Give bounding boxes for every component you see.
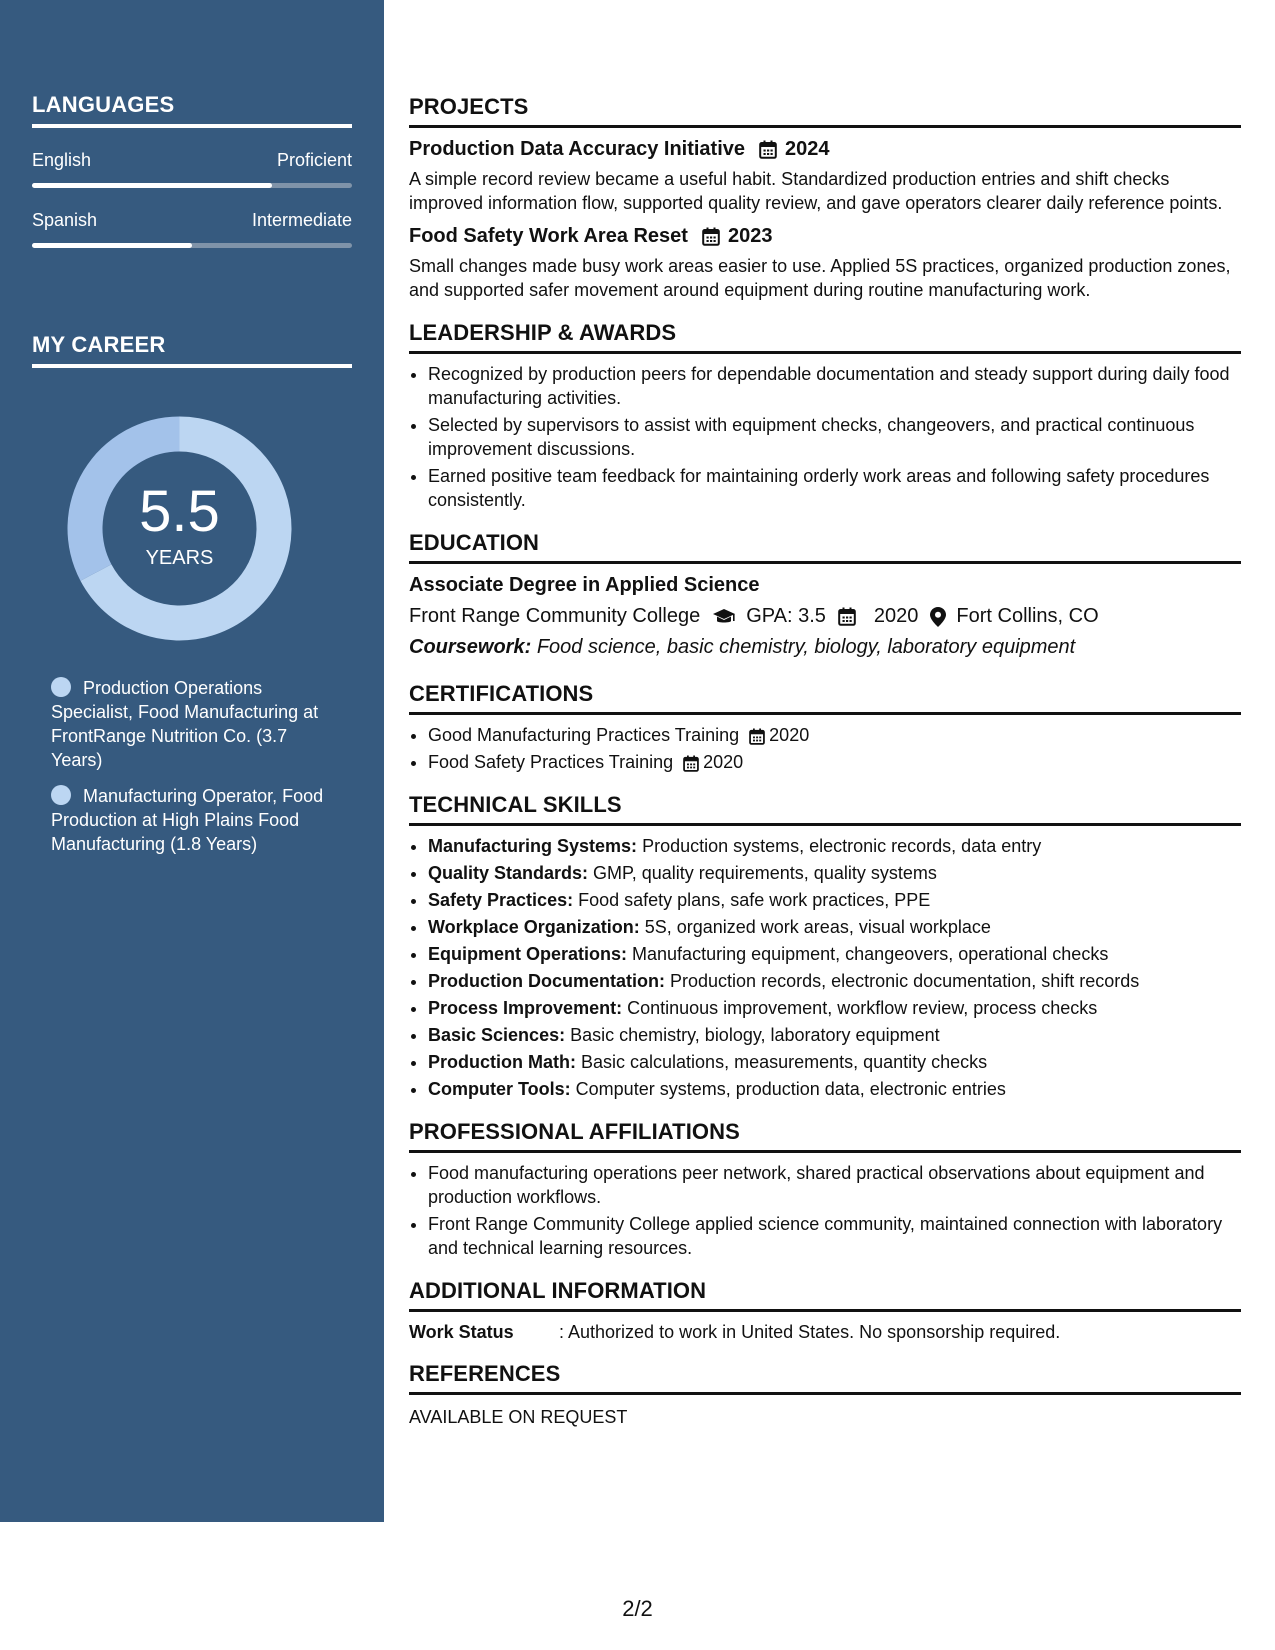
project-title: Food Safety Work Area Reset <box>409 225 688 247</box>
calendar-icon <box>683 750 699 774</box>
career-item-text: Manufacturing Operator, Food Production at High Plains Food Manufacturing (1.8 Years) <box>51 786 324 854</box>
languages-heading: LANGUAGES <box>32 92 352 128</box>
career-item <box>51 676 331 772</box>
skill-item <box>428 834 1241 858</box>
career-section <box>32 332 352 368</box>
skill-item <box>428 942 1241 966</box>
skill-value: Continuous improvement, workflow review, process checks <box>627 998 1098 1018</box>
calendar-icon <box>702 225 720 248</box>
references-section <box>409 1361 1241 1428</box>
language-item <box>32 150 352 188</box>
project-item <box>409 225 1241 302</box>
skill-label: Quality Standards: <box>428 863 589 883</box>
project-year: 2024 <box>785 138 830 160</box>
coursework-text: Food science, basic chemistry, biology, laboratory equipment <box>536 636 1076 658</box>
bullet-dot-icon <box>51 785 71 805</box>
language-level: Intermediate <box>251 210 352 230</box>
education-section <box>409 530 1241 659</box>
skill-item <box>428 996 1241 1020</box>
skill-label: Workplace Organization: <box>428 917 640 937</box>
skill-item <box>428 861 1241 885</box>
skill-value: Production records, electronic documentation, shift records <box>670 971 1140 991</box>
affiliations-heading: PROFESSIONAL AFFILIATIONS <box>409 1119 1241 1153</box>
page-number: 2/2 <box>622 1596 653 1621</box>
education-year: 2020 <box>873 605 919 627</box>
certifications-heading: CERTIFICATIONS <box>409 681 1241 715</box>
skill-value: 5S, organized work areas, visual workplace <box>644 917 991 937</box>
leadership-item: • Recognized by production peers for dependable documentation and steady support during daily food manufacturing activities. <box>428 362 1241 410</box>
project-item <box>409 138 1241 215</box>
career-item <box>51 784 331 856</box>
affiliation-item: • Food manufacturing operations peer network, shared practical observations about equipment and production workflows. <box>428 1161 1241 1209</box>
skill-value: Basic chemistry, biology, laboratory equipment <box>570 1025 940 1045</box>
additional-heading: ADDITIONAL INFORMATION <box>409 1278 1241 1312</box>
sidebar <box>0 0 384 1522</box>
skill-label: Safety Practices: <box>428 890 574 910</box>
skill-value: Food safety plans, safe work practices, PPE <box>578 890 931 910</box>
project-year: 2023 <box>727 225 773 247</box>
graduation-cap-icon <box>712 608 736 626</box>
work-status-value: : Authorized to work in United States. No sponsorship required. <box>559 1322 1061 1342</box>
certification-item <box>428 750 1241 774</box>
coursework-label: Coursework: <box>409 636 532 658</box>
references-text: AVAILABLE ON REQUEST <box>409 1407 628 1427</box>
projects-section <box>409 94 1241 302</box>
certification-item <box>428 723 1241 747</box>
affiliation-item: • Front Range Community College applied science community, maintained connection with laboratory and technical learning resources. <box>428 1212 1241 1260</box>
certification-name: Food Safety Practices Training <box>428 752 674 772</box>
language-bar <box>32 183 352 188</box>
references-heading: REFERENCES <box>409 1361 1241 1395</box>
skills-section <box>409 792 1241 1101</box>
skill-item <box>428 969 1241 993</box>
skill-label: Basic Sciences: <box>428 1025 566 1045</box>
skills-list <box>409 834 1241 1101</box>
skill-item <box>428 888 1241 912</box>
language-bar-fill <box>32 243 192 248</box>
calendar-icon <box>749 723 765 747</box>
language-item <box>32 210 352 248</box>
leadership-section <box>409 320 1241 512</box>
work-status-label: Work Status <box>409 1322 514 1342</box>
project-title: Production Data Accuracy Initiative <box>409 138 746 160</box>
skill-item <box>428 1023 1241 1047</box>
education-location: Fort Collins, CO <box>956 605 1099 627</box>
map-pin-icon <box>930 607 946 627</box>
skill-value: Manufacturing equipment, changeovers, operational checks <box>632 944 1109 964</box>
career-heading: MY CAREER <box>32 332 352 368</box>
language-name: Spanish <box>32 210 98 230</box>
language-level: Proficient <box>276 150 352 170</box>
leadership-item: • Earned positive team feedback for maintaining orderly work areas and following safety procedures consistently. <box>428 464 1241 512</box>
language-bar-fill <box>32 183 272 188</box>
skill-label: Production Documentation: <box>428 971 665 991</box>
skill-item <box>428 1077 1241 1101</box>
language-name: English <box>32 150 92 170</box>
skill-label: Production Math: <box>428 1052 576 1072</box>
certification-year: 2020 <box>769 725 810 745</box>
skill-label: Computer Tools: <box>428 1079 571 1099</box>
bullet-dot-icon <box>51 677 71 697</box>
calendar-icon <box>759 138 777 161</box>
career-item-text: Production Operations Specialist, Food Manufacturing at FrontRange Nutrition Co. (3.7 Years) <box>51 678 319 770</box>
skill-value: Computer systems, production data, electronic entries <box>575 1079 1006 1099</box>
career-total-unit: YEARS <box>145 547 214 569</box>
languages-section <box>32 92 352 248</box>
skill-label: Equipment Operations: <box>428 944 628 964</box>
education-heading: EDUCATION <box>409 530 1241 564</box>
certification-year: 2020 <box>703 752 744 772</box>
main-content <box>409 94 1241 1438</box>
language-bar <box>32 243 352 248</box>
skill-value: GMP, quality requirements, quality systems <box>593 863 937 883</box>
education-school: Front Range Community College <box>409 605 701 627</box>
leadership-item: • Selected by supervisors to assist with equipment checks, changeovers, and practical continuous improvement discussions. <box>428 413 1241 461</box>
skill-value: Production systems, electronic records, data entry <box>642 836 1042 856</box>
certification-name: Good Manufacturing Practices Training <box>428 725 740 745</box>
career-donut-chart <box>67 416 292 641</box>
skill-label: Manufacturing Systems: <box>428 836 638 856</box>
education-degree: Associate Degree in Applied Science <box>409 574 760 596</box>
projects-heading: PROJECTS <box>409 94 1241 128</box>
career-list <box>51 676 331 868</box>
skill-item <box>428 915 1241 939</box>
additional-section <box>409 1278 1241 1343</box>
skills-heading: TECHNICAL SKILLS <box>409 792 1241 826</box>
affiliations-section <box>409 1119 1241 1260</box>
education-coursework <box>409 636 1241 659</box>
education-gpa: GPA: 3.5 <box>746 605 826 627</box>
education-details <box>409 605 1241 628</box>
project-description: Small changes made busy work areas easier to use. Applied 5S practices, organized production zones, and supported safer movement around equipment during routine manufacturing work. <box>409 256 1231 300</box>
skill-item <box>428 1050 1241 1074</box>
career-total-years: 5.5 <box>139 479 220 544</box>
calendar-icon <box>838 605 866 628</box>
leadership-heading: LEADERSHIP & AWARDS <box>409 320 1241 354</box>
project-description: A simple record review became a useful habit. Standardized production entries and shift checks improved information flow, supported quality review, and gave operators clearer daily reference points. <box>409 169 1223 213</box>
certifications-section <box>409 681 1241 774</box>
skill-label: Process Improvement: <box>428 998 623 1018</box>
skill-value: Basic calculations, measurements, quantity checks <box>581 1052 988 1072</box>
